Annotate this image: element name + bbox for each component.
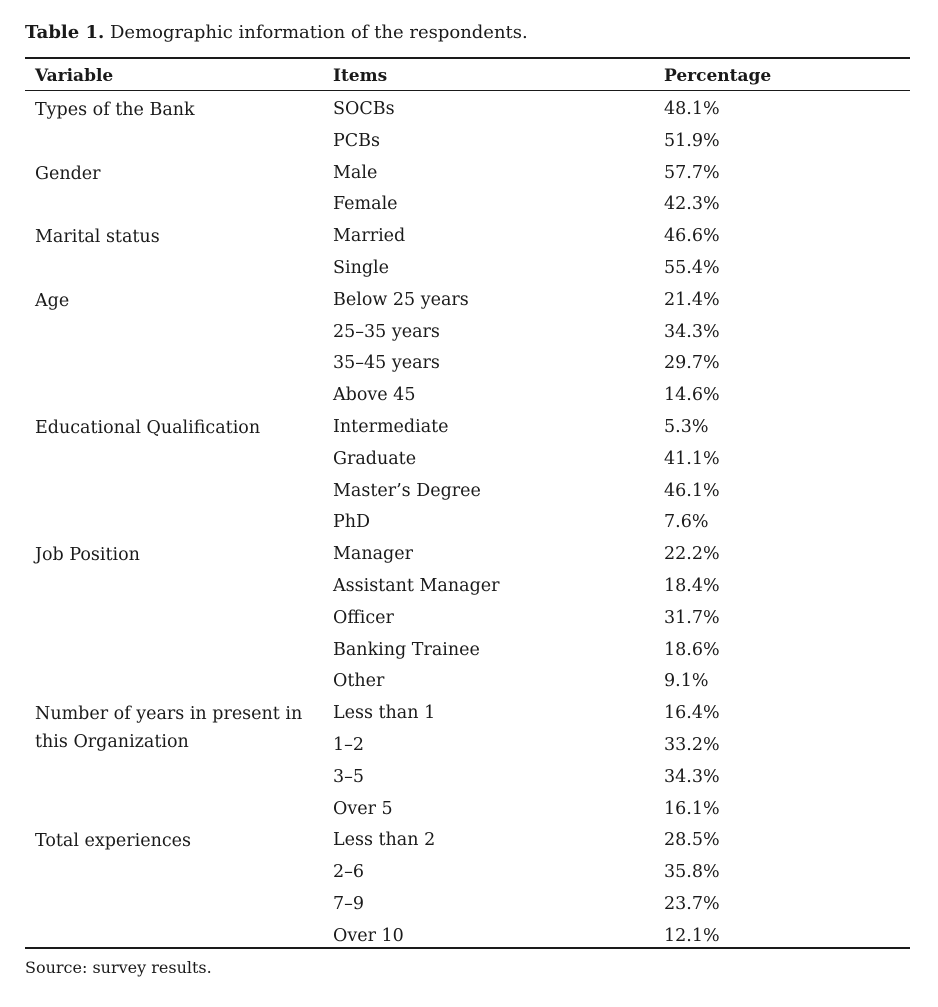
item-cell: Over 10 [333, 925, 404, 946]
table-row [0, 221, 938, 253]
table-row [0, 698, 938, 730]
table-caption [25, 20, 528, 46]
table-header-rule [25, 90, 910, 91]
item-cell: 2–6 [333, 862, 365, 883]
variable-label: Number of years in present in this Organization [35, 704, 303, 753]
item-cell: Above 45 [333, 385, 416, 406]
table-row [0, 253, 938, 285]
item-cell: Officer [333, 607, 394, 628]
table-row [0, 666, 938, 698]
variable-label: Types of the Bank [35, 100, 195, 120]
item-cell: Master’s Degree [333, 480, 481, 501]
percentage-cell: 33.2% [664, 734, 720, 755]
percentage-cell: 34.3% [664, 321, 720, 342]
item-cell: 1–2 [333, 734, 365, 755]
percentage-cell: 29.7% [664, 353, 720, 374]
table-row [0, 412, 938, 444]
item-cell: PhD [333, 512, 371, 533]
variable-label: Gender [35, 163, 101, 184]
percentage-cell: 55.4% [664, 257, 720, 278]
item-cell: Graduate [333, 448, 417, 469]
item-cell: Below 25 years [333, 289, 469, 310]
table-row [0, 94, 938, 126]
item-cell: Assistant Manager [333, 575, 500, 596]
percentage-cell: 31.7% [664, 607, 720, 628]
percentage-cell: 22.2% [664, 544, 720, 565]
table-row-group [0, 285, 938, 412]
table-bottom-rule [25, 947, 910, 949]
header-variable: Variable [35, 66, 114, 86]
item-cell: PCBs [333, 130, 381, 151]
item-cell: Male [333, 162, 378, 183]
table-row [0, 348, 938, 380]
table-row [0, 380, 938, 412]
table-row-group [0, 698, 938, 825]
percentage-cell: 7.6% [664, 512, 709, 533]
table-row [0, 444, 938, 476]
item-cell: SOCBs [333, 99, 395, 119]
percentage-cell: 46.6% [664, 226, 720, 247]
item-cell: Female [333, 194, 398, 215]
percentage-cell: 18.4% [664, 575, 720, 596]
percentage-cell: 57.7% [664, 162, 720, 183]
item-cell: 3–5 [333, 766, 365, 787]
table-row [0, 507, 938, 539]
table-row-group [0, 825, 938, 952]
table-row [0, 857, 938, 889]
percentage-cell: 12.1% [664, 925, 720, 946]
item-cell: Single [333, 257, 390, 278]
table-row-group [0, 221, 938, 285]
percentage-cell: 48.1% [664, 99, 720, 119]
table-row-group [0, 539, 938, 698]
table-row [0, 126, 938, 158]
table-caption-label: Table 1. [25, 22, 105, 43]
item-cell: 25–35 years [333, 321, 440, 342]
item-cell: 7–9 [333, 893, 365, 914]
item-cell: Less than 2 [333, 830, 436, 851]
table-top-rule [25, 57, 910, 59]
header-items: Items [333, 66, 388, 86]
table-row [0, 794, 938, 826]
table-row [0, 476, 938, 508]
variable-label: Total experiences [35, 831, 191, 852]
percentage-cell: 41.1% [664, 448, 720, 469]
table-row [0, 571, 938, 603]
variable-label: Educational Qualification [35, 417, 261, 438]
percentage-cell: 18.6% [664, 639, 720, 660]
table-row [0, 285, 938, 317]
table-row [0, 762, 938, 794]
variable-label: Marital status [35, 227, 160, 248]
percentage-cell: 46.1% [664, 480, 720, 501]
percentage-cell: 34.3% [664, 766, 720, 787]
table-row-group [0, 158, 938, 222]
item-cell: Other [333, 671, 385, 692]
table-row-group [0, 412, 938, 539]
percentage-cell: 21.4% [664, 289, 720, 310]
item-cell: Less than 1 [333, 703, 436, 724]
percentage-cell: 16.1% [664, 798, 720, 819]
item-cell: Over 5 [333, 798, 393, 819]
percentage-cell: 16.4% [664, 703, 720, 724]
table-row [0, 603, 938, 635]
percentage-cell: 28.5% [664, 830, 720, 851]
percentage-cell: 14.6% [664, 385, 720, 406]
item-cell: Intermediate [333, 416, 449, 437]
table-header-row [0, 62, 938, 90]
table-row [0, 730, 938, 762]
percentage-cell: 51.9% [664, 130, 720, 151]
table-row [0, 158, 938, 190]
table-row-group [0, 94, 938, 158]
percentage-cell: 35.8% [664, 862, 720, 883]
table-row [0, 317, 938, 349]
variable-label: Job Position [35, 545, 140, 566]
percentage-cell: 5.3% [664, 416, 709, 437]
percentage-cell: 23.7% [664, 893, 720, 914]
item-cell: Married [333, 226, 406, 247]
item-cell: Manager [333, 544, 413, 565]
percentage-cell: 42.3% [664, 194, 720, 215]
percentage-cell: 9.1% [664, 671, 709, 692]
item-cell: 35–45 years [333, 353, 440, 374]
item-cell: Banking Trainee [333, 639, 480, 660]
table-caption-text: Demographic information of the respondents. [104, 22, 528, 43]
table-row [0, 889, 938, 921]
table-row [0, 539, 938, 571]
table-row [0, 189, 938, 221]
table-body [0, 94, 938, 953]
table-source-note: Source: survey results. [25, 958, 212, 977]
table-row [0, 635, 938, 667]
header-percentage: Percentage [664, 66, 772, 86]
table-row [0, 825, 938, 857]
variable-label: Age [35, 290, 70, 311]
